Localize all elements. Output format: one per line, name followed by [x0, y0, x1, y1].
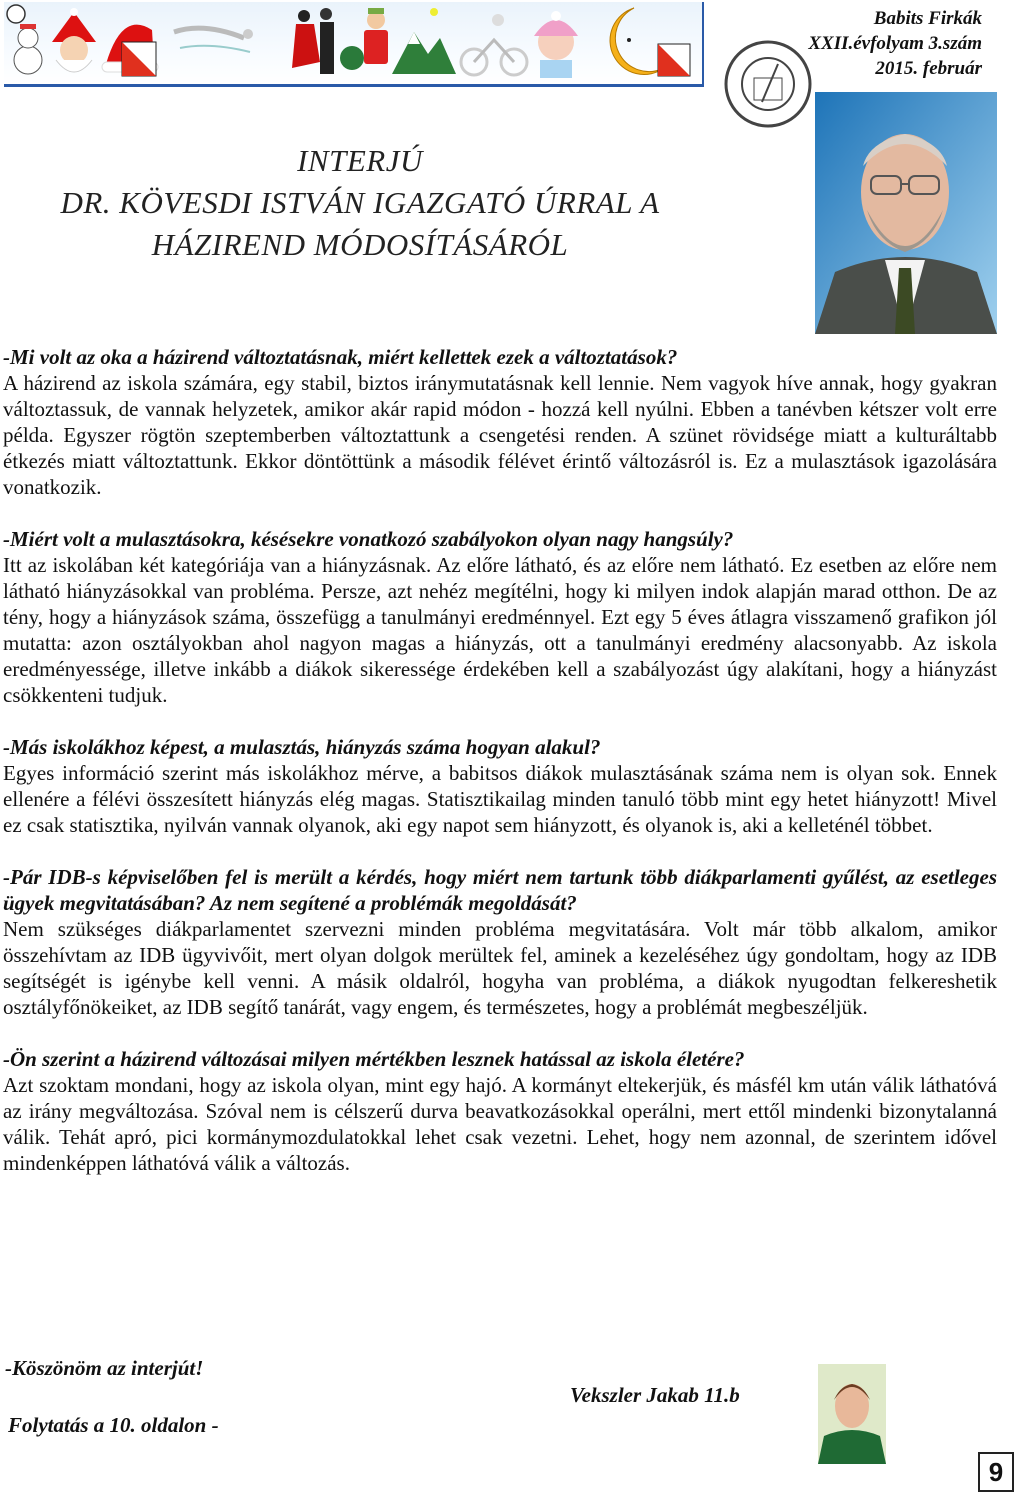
- qa-item: [3, 734, 997, 838]
- article-title: [10, 140, 710, 266]
- issue-date: 2015. február: [875, 58, 982, 79]
- page-number: 9: [978, 1452, 1014, 1492]
- continued-note: Folytatás a 10. oldalon -: [8, 1413, 219, 1437]
- cyclist-icon: [461, 14, 527, 75]
- publication-name: Babits Firkák: [873, 8, 982, 29]
- answer: Nem szükséges diákparlamentet szervezni minden probléma megvitatására. Volt már több alkalom, amikor összehívtam az IDB ügyvivőit, mert olyan dolgok merültek fel, aminek a kezeléséhez úgy gondoltam, hogy az IDB segítségét is igénybe kell venni. A másik oldalról, hogyha van probléma, a diákok nyugodtan felkereshetik osztályfőnökeiket, az IDB segítő tanárát, vagy engem, és természetes, hogy a problémát megbeszéljük.: [3, 917, 997, 1019]
- qa-item: [3, 344, 997, 500]
- header-banner: [4, 2, 704, 87]
- question: -Ön szerint a házirend változásai milyen mértékben lesznek hatással az iskola életére?: [3, 1047, 745, 1071]
- qa-item: [3, 526, 997, 708]
- author-photo: [818, 1364, 886, 1464]
- question: -Más iskolákhoz képest, a mulasztás, hiányzás száma hogyan alakul?: [3, 735, 601, 759]
- author-name: Vekszler Jakab 11.b: [570, 1383, 740, 1407]
- volume-issue: XXII.évfolyam 3.szám: [808, 33, 982, 54]
- principal-portrait: [815, 92, 997, 334]
- answer: Azt szoktam mondani, hogy az iskola olyan, mint egy hajó. A kormányt eltekerjük, és másfél km után válik láthatóvá az irány megváltozása. Szóval nem is célszerű durva beavatkozásokkal operálni, mert ettől mindenki bizonytalanná válik. Tehát apró, pici kormánymozdulatokkal lehet csak vezetni. Lehet, hogy nem azonnal, de szerintem idővel mindenképpen láthatóvá válik a változás.: [3, 1073, 997, 1175]
- banner-clipart: [4, 2, 704, 84]
- answer: A házirend az iskola számára, egy stabil, biztos iránymutatásnak kell lennie. Nem vagyok híve annak, hogy gyakran változtassuk, de vannak helyzetek, amikor akár rapid módon - hozzá kell nyúlni. Ebben a tanévben kétszer volt erre példa. Egyszer rögtön szeptemberben változtattunk a csengetési renden. A szünet rövidsége miatt a kulturáltabb étkezés miatt változtattunk. Ekkor döntöttünk a második félévet érintő változásról is. Ez a mulasztások igazolására vonatkozik.: [3, 371, 997, 499]
- gardener-icon: [340, 8, 388, 70]
- title-line-3: HÁZIREND MÓDOSÍTÁSÁRÓL: [151, 227, 569, 262]
- question: -Miért volt a mulasztásokra, késésekre vonatkozó szabályokon olyan nagy hangsúly?: [3, 527, 734, 551]
- girl-icon: [534, 11, 578, 78]
- mountain-icon: [392, 8, 456, 74]
- title-line-1: INTERJÚ: [297, 143, 423, 178]
- swimmer-icon: [174, 28, 253, 52]
- snowman-icon: [7, 5, 42, 74]
- masthead: [760, 6, 982, 81]
- moon-icon: [610, 8, 664, 74]
- closing-thanks: -Köszönöm az interjút!: [5, 1356, 204, 1380]
- answer: Itt az iskolában két kategóriája van a hiányzásnak. Az előre látható, és az előre nem látható. Ez esetben az előre nem látható hiányzásokkal van probléma. Persze, azt nehéz megítélni, hogy ki milyen indok alapján marad otthon. De az tény, hogy a hiányzások száma, összefügg a tanulmányi eredménnyel. Ezt egy 5 éves átlagra visszamenő grafikon jól mutatta: azon osztályokban ahol nagyon magas a hiányzás, ott a tanulmányi eredmény alacsonyabb. Az iskola eredményessége, illetve inkább a diákok sikeressége érdekében kell a szabályozást úgy alakítani, hogy a hiányzást csökkenteni tudjuk.: [3, 553, 997, 707]
- answer: Egyes információ szerint más iskolákhoz mérve, a babitsos diákok mulasztásának száma nem is olyan sok. Ennek ellenére a félévi összesített hiányzás elég magas. Statisztikailag minden tanuló több mint egy hetet hiányzott! Mivel ez csak statisztika, nyilván vannak olyanok, aki egy napot sem hiányzott, és olyanok is, aki a kelleténél többet.: [3, 761, 997, 837]
- santa-icon: [52, 8, 96, 72]
- question: -Pár IDB-s képviselőben fel is merült a kérdés, hogy miért nem tartunk több diákparlamenti gyűlést, az esetleges ügyek megvitatásában? Az nem segítené a problémák megoldását?: [3, 865, 997, 915]
- qa-item: [3, 1046, 997, 1176]
- flag-icon: [122, 42, 156, 76]
- interview-body: [3, 344, 997, 1202]
- dancers-icon: [292, 8, 334, 74]
- flag-icon: [658, 44, 690, 76]
- question: -Mi volt az oka a házirend változtatásnak, miért kellettek ezek a változtatások?: [3, 345, 678, 369]
- title-line-2: DR. KÖVESDI ISTVÁN IGAZGATÓ ÚRRAL A: [60, 185, 660, 220]
- qa-item: [3, 864, 997, 1020]
